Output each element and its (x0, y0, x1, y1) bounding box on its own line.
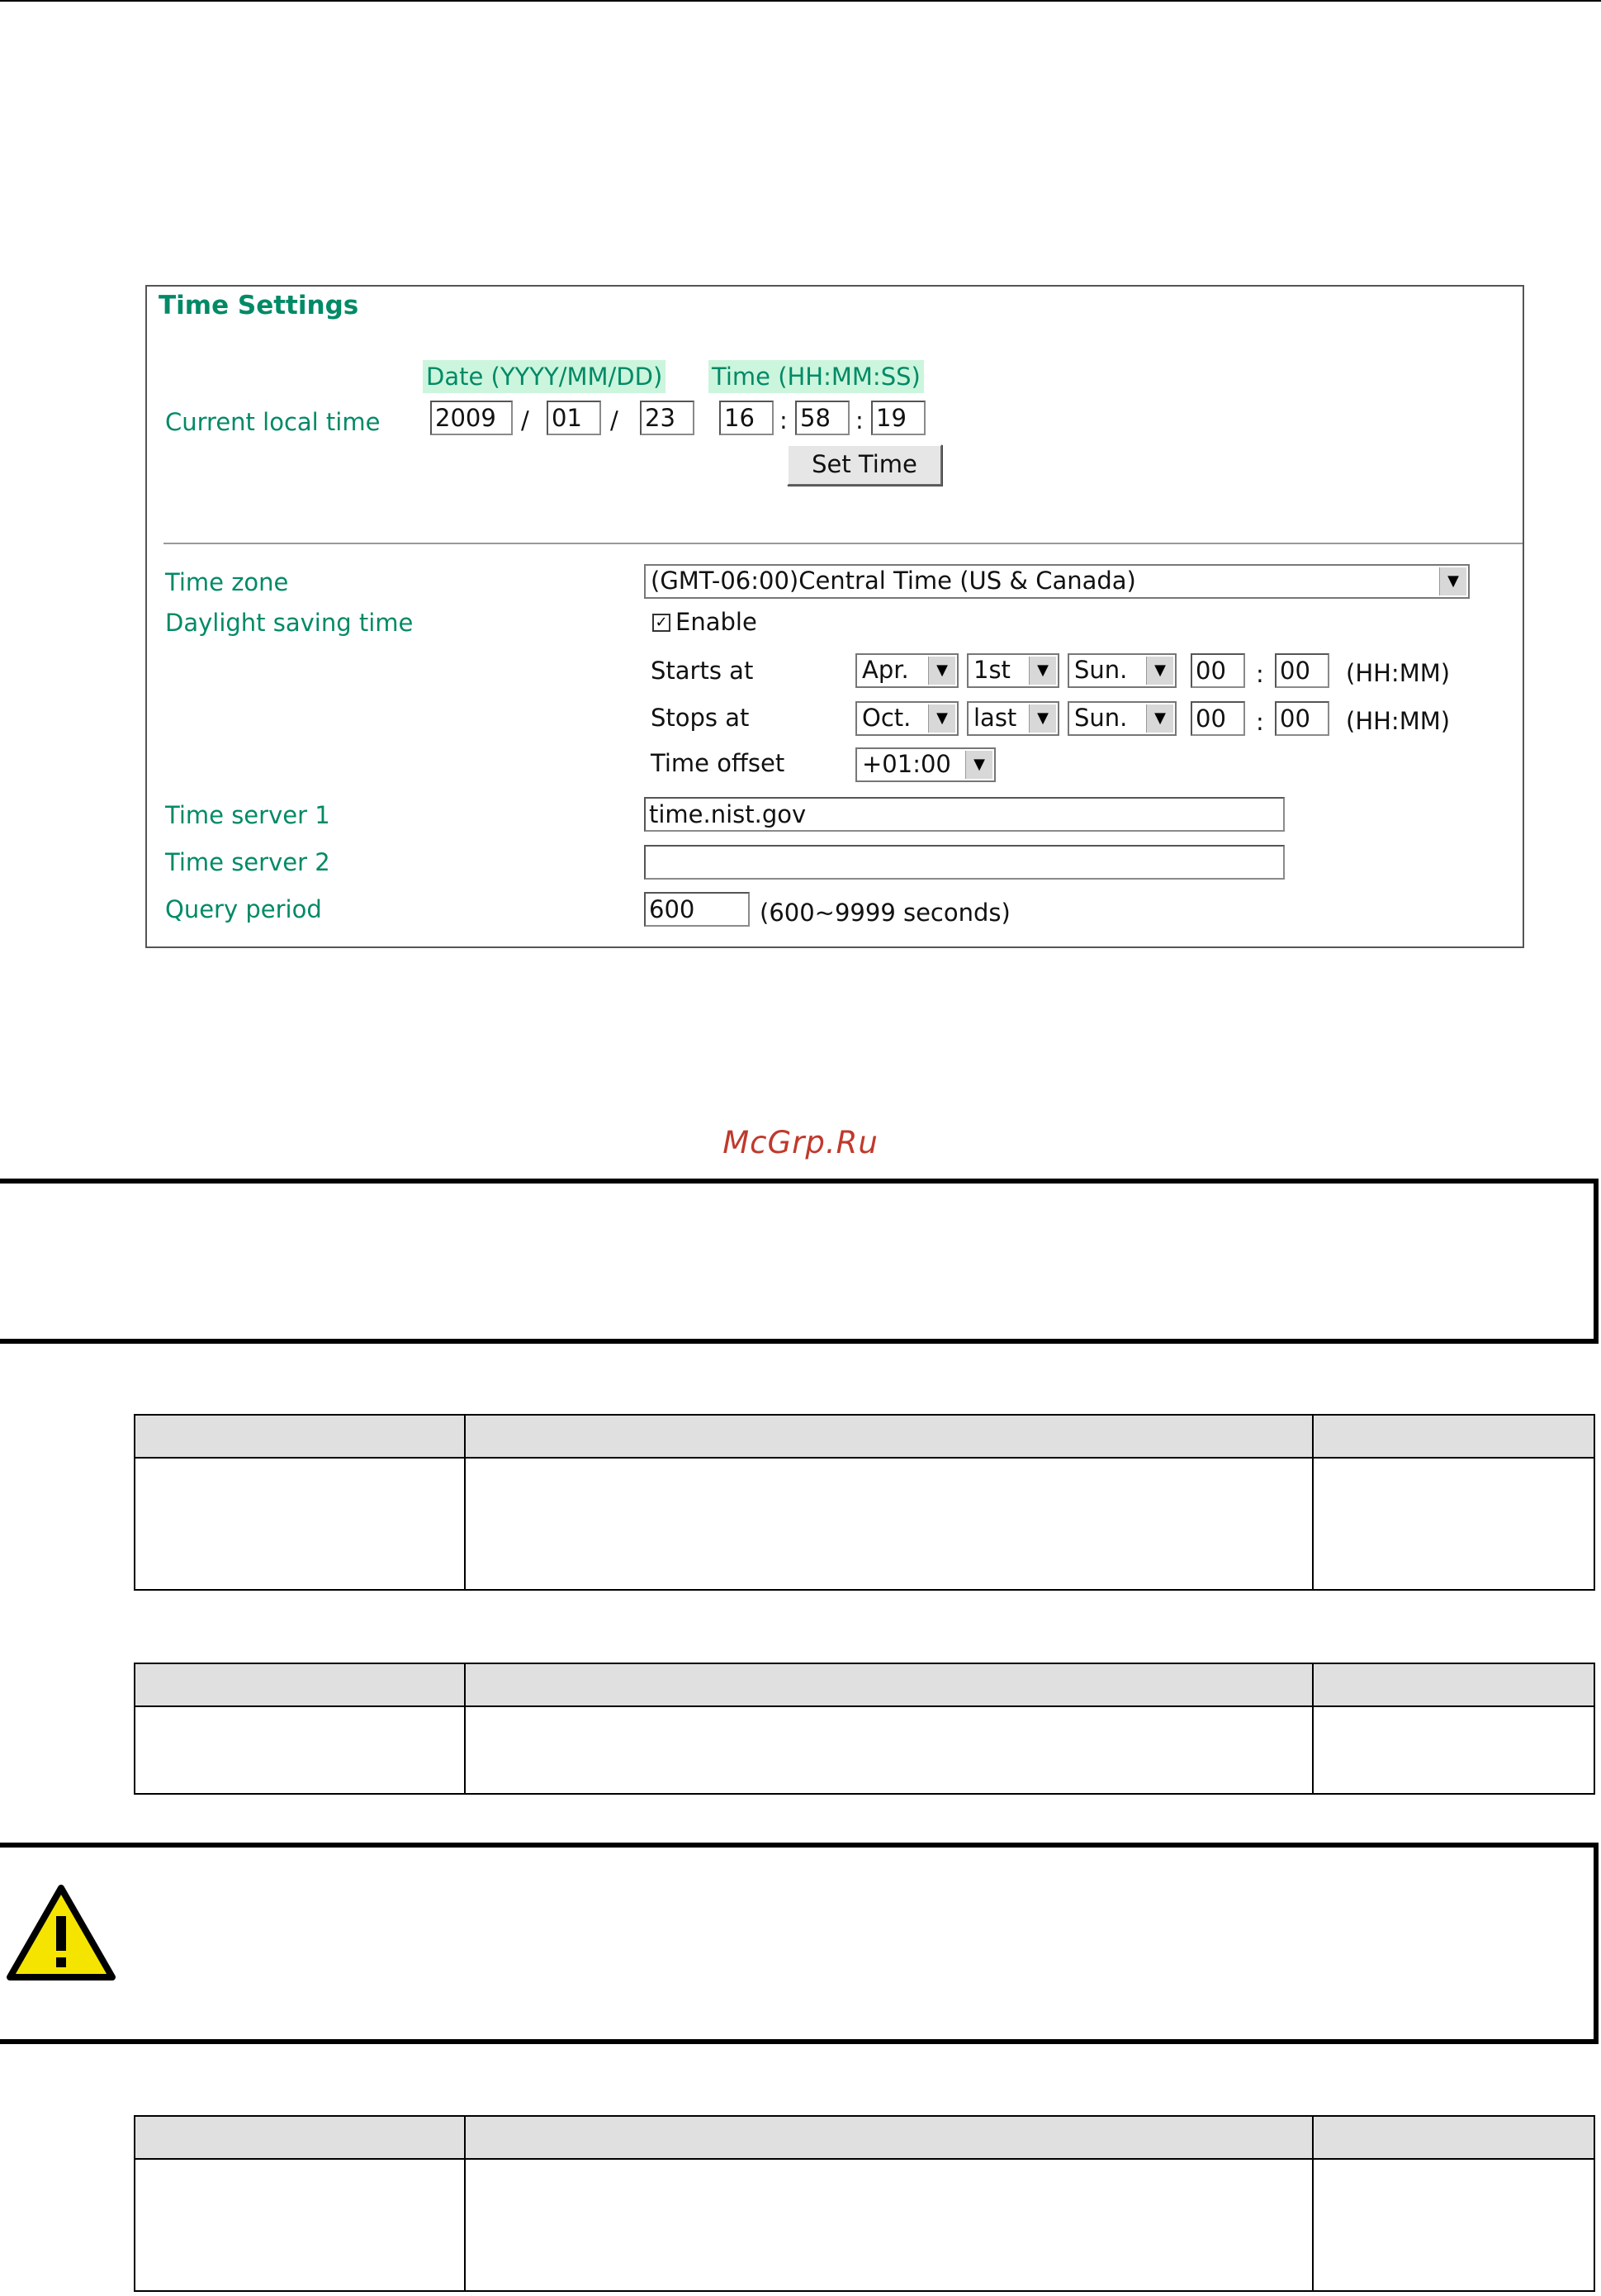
start-week-select[interactable] (967, 653, 1059, 688)
stop-day-value: Sun. (1074, 704, 1128, 732)
table-header-cell (465, 2116, 1313, 2159)
time-settings-panel (145, 285, 1524, 948)
panel-title: Time Settings (159, 291, 359, 320)
table-header-row (135, 1415, 1594, 1458)
time-separator: : (1256, 708, 1264, 736)
stop-day-select[interactable] (1068, 701, 1177, 736)
warning-triangle-icon (5, 1883, 117, 1982)
top-rule (0, 0, 1601, 2)
stop-unit-label: (HH:MM) (1346, 707, 1451, 735)
current-local-time-label: Current local time (165, 408, 381, 436)
second-input[interactable] (871, 401, 926, 435)
start-month-select[interactable] (855, 653, 959, 688)
chevron-down-icon[interactable]: ▼ (1146, 657, 1173, 685)
stop-hour-input[interactable] (1191, 701, 1245, 736)
time-separator: : (855, 406, 864, 434)
enable-label: Enable (675, 608, 757, 636)
daylight-saving-label: Daylight saving time (165, 609, 414, 637)
stops-at-label: Stops at (651, 704, 750, 732)
table-cell (1313, 1458, 1594, 1590)
watermark: McGrp.Ru (722, 1125, 879, 1160)
table-header-cell (465, 1415, 1313, 1458)
date-separator: / (521, 406, 529, 434)
minute-input[interactable] (795, 401, 850, 435)
checkbox-checked-icon[interactable]: ✓ (652, 614, 670, 632)
stop-month-select[interactable] (855, 701, 959, 736)
time-server-2-label: Time server 2 (165, 848, 330, 876)
table-cell (135, 1706, 465, 1794)
chevron-down-icon[interactable]: ▼ (965, 751, 992, 779)
table-cell (465, 2159, 1313, 2291)
start-unit-label: (HH:MM) (1346, 659, 1451, 687)
table-cell (465, 1706, 1313, 1794)
table-cell (135, 1458, 465, 1590)
settings-table-1 (134, 1414, 1595, 1591)
table-row (135, 1458, 1594, 1590)
time-separator: : (779, 406, 788, 434)
query-period-label: Query period (165, 895, 322, 923)
start-month-value: Apr. (862, 656, 909, 684)
time-offset-label: Time offset (651, 749, 785, 777)
table-header-cell (1313, 1663, 1594, 1706)
table-header-cell (135, 1415, 465, 1458)
time-zone-value: (GMT-06:00)Central Time (US & Canada) (651, 567, 1136, 595)
day-input[interactable] (640, 401, 694, 435)
chevron-down-icon[interactable]: ▼ (1029, 704, 1056, 733)
table-header-cell (135, 1663, 465, 1706)
month-input[interactable] (547, 401, 601, 435)
hour-input[interactable] (719, 401, 774, 435)
chevron-down-icon[interactable]: ▼ (1439, 567, 1466, 595)
table-header-cell (1313, 1415, 1594, 1458)
table-header-cell (465, 1663, 1313, 1706)
query-period-hint: (600~9999 seconds) (760, 899, 1011, 927)
table-header-cell (135, 2116, 465, 2159)
chevron-down-icon[interactable]: ▼ (1146, 704, 1173, 733)
table-cell (1313, 1706, 1594, 1794)
table-cell (135, 2159, 465, 2291)
time-separator: : (1256, 660, 1264, 688)
start-hour-input[interactable] (1191, 653, 1245, 688)
table-row (135, 1706, 1594, 1794)
time-server-2-input[interactable] (644, 845, 1285, 880)
starts-at-label: Starts at (651, 657, 754, 685)
query-period-input[interactable] (644, 892, 750, 927)
stop-minute-input[interactable] (1275, 701, 1329, 736)
year-input[interactable] (430, 401, 513, 435)
start-week-value: 1st (973, 656, 1011, 684)
time-offset-value: +01:00 (862, 750, 951, 778)
divider (163, 543, 1523, 544)
note-box (0, 1179, 1599, 1344)
time-zone-label: Time zone (165, 568, 289, 596)
table-header-row (135, 1663, 1594, 1706)
table-cell (1313, 2159, 1594, 2291)
start-day-select[interactable] (1068, 653, 1177, 688)
chevron-down-icon[interactable]: ▼ (928, 657, 955, 685)
settings-table-2 (134, 1663, 1595, 1795)
table-cell (465, 1458, 1313, 1590)
chevron-down-icon[interactable]: ▼ (1029, 657, 1056, 685)
table-header-row (135, 2116, 1594, 2159)
settings-table-3 (134, 2115, 1595, 2292)
table-row (135, 2159, 1594, 2291)
time-offset-select[interactable] (855, 747, 996, 782)
table-header-cell (1313, 2116, 1594, 2159)
time-header: Time (HH:MM:SS) (708, 360, 924, 393)
date-header: Date (YYYY/MM/DD) (423, 360, 666, 393)
time-zone-select[interactable] (644, 564, 1470, 599)
date-separator: / (610, 406, 618, 434)
start-day-value: Sun. (1074, 656, 1128, 684)
stop-week-select[interactable] (967, 701, 1059, 736)
warning-box (0, 1843, 1599, 2044)
stop-week-value: last (973, 704, 1017, 732)
time-server-1-label: Time server 1 (165, 801, 330, 829)
chevron-down-icon[interactable]: ▼ (928, 704, 955, 733)
start-minute-input[interactable] (1275, 653, 1329, 688)
set-time-button[interactable]: Set Time (787, 444, 942, 486)
stop-month-value: Oct. (862, 704, 912, 732)
time-server-1-input[interactable] (644, 797, 1285, 832)
